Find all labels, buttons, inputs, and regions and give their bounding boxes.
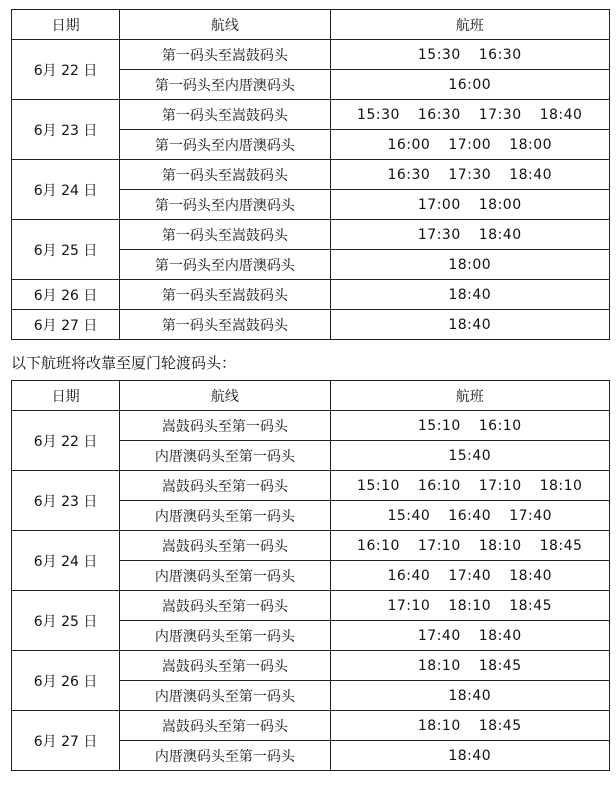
route-cell: 内厝澳码头至第一码头 (120, 561, 330, 591)
flights-cell (330, 160, 609, 190)
table-row (12, 471, 610, 501)
route-cell: 第一码头至嵩鼓码头 (120, 220, 330, 250)
departure-time: 17:10 (478, 477, 522, 494)
departure-time: 18:40 (448, 316, 492, 333)
route-cell: 嵩鼓码头至第一码头 (120, 471, 330, 501)
departure-time: 18:10 (478, 537, 522, 554)
route-cell: 第一码头至内厝澳码头 (120, 130, 330, 160)
flights-cell (330, 310, 609, 340)
table-row (12, 280, 610, 310)
date-cell: 6月 27 日 (12, 711, 120, 771)
table-row (12, 411, 610, 441)
departure-time: 18:45 (478, 657, 522, 674)
table-body (12, 411, 610, 771)
table-header-row (12, 10, 610, 40)
flights-cell (330, 591, 609, 621)
departure-time: 17:10 (417, 537, 461, 554)
route-cell: 嵩鼓码头至第一码头 (120, 411, 330, 441)
departure-time: 18:40 (448, 687, 492, 704)
flights-cell (330, 280, 609, 310)
table-body (12, 40, 610, 340)
header-date: 日期 (12, 10, 120, 40)
departure-time: 16:10 (417, 477, 461, 494)
header-route: 航线 (120, 10, 330, 40)
departure-time: 15:30 (357, 106, 400, 123)
route-cell: 内厝澳码头至第一码头 (120, 441, 330, 471)
route-cell: 第一码头至内厝澳码头 (120, 70, 330, 100)
flights-cell (330, 621, 609, 651)
departure-time: 16:00 (387, 136, 431, 153)
departure-time: 18:10 (448, 597, 492, 614)
ferry-schedule-table-1 (11, 9, 610, 340)
route-cell: 第一码头至嵩鼓码头 (120, 100, 330, 130)
flights-cell (330, 651, 609, 681)
flights-cell (330, 250, 609, 280)
date-cell: 6月 24 日 (12, 531, 120, 591)
ferry-schedule-table-2 (11, 380, 610, 771)
date-cell: 6月 25 日 (12, 591, 120, 651)
departure-time: 18:40 (448, 286, 492, 303)
date-cell: 6月 23 日 (12, 100, 120, 160)
table-row (12, 711, 610, 741)
departure-time: 17:40 (417, 627, 461, 644)
header-flights: 航班 (330, 381, 609, 411)
route-cell: 第一码头至嵩鼓码头 (120, 280, 330, 310)
flights-cell (330, 531, 609, 561)
departure-time: 18:40 (509, 166, 553, 183)
departure-time: 16:10 (357, 537, 400, 554)
route-cell: 内厝澳码头至第一码头 (120, 681, 330, 711)
date-cell: 6月 25 日 (12, 220, 120, 280)
flights-cell (330, 561, 609, 591)
departure-time: 16:40 (387, 567, 431, 584)
route-cell: 内厝澳码头至第一码头 (120, 741, 330, 771)
date-cell: 6月 23 日 (12, 471, 120, 531)
date-cell: 6月 26 日 (12, 651, 120, 711)
flights-cell (330, 711, 609, 741)
route-cell: 第一码头至嵩鼓码头 (120, 310, 330, 340)
route-cell: 嵩鼓码头至第一码头 (120, 711, 330, 741)
route-cell: 嵩鼓码头至第一码头 (120, 651, 330, 681)
departure-time: 18:00 (448, 256, 492, 273)
table-row (12, 40, 610, 70)
departure-time: 16:10 (478, 417, 522, 434)
departure-time: 18:00 (509, 136, 553, 153)
departure-time: 17:30 (417, 226, 461, 243)
departure-time: 18:45 (539, 537, 583, 554)
departure-time: 18:40 (509, 567, 553, 584)
departure-time: 18:45 (478, 717, 522, 734)
route-cell: 第一码头至内厝澳码头 (120, 190, 330, 220)
departure-time: 16:30 (417, 106, 461, 123)
departure-time: 15:30 (417, 46, 461, 63)
departure-time: 16:30 (478, 46, 522, 63)
route-cell: 第一码头至嵩鼓码头 (120, 160, 330, 190)
flights-cell (330, 190, 609, 220)
header-date: 日期 (12, 381, 120, 411)
departure-time: 17:30 (478, 106, 522, 123)
route-cell: 第一码头至嵩鼓码头 (120, 40, 330, 70)
table-row (12, 100, 610, 130)
departure-time: 17:00 (448, 136, 492, 153)
flights-cell (330, 681, 609, 711)
table-row (12, 531, 610, 561)
departure-time: 18:45 (509, 597, 553, 614)
departure-time: 18:40 (478, 226, 522, 243)
route-cell: 嵩鼓码头至第一码头 (120, 531, 330, 561)
route-cell: 第一码头至内厝澳码头 (120, 250, 330, 280)
table-row (12, 160, 610, 190)
date-cell: 6月 24 日 (12, 160, 120, 220)
departure-time: 18:00 (478, 196, 522, 213)
table-row (12, 651, 610, 681)
departure-time: 17:40 (448, 567, 492, 584)
departure-time: 15:40 (387, 507, 431, 524)
header-flights: 航班 (330, 10, 609, 40)
route-cell: 内厝澳码头至第一码头 (120, 501, 330, 531)
table-row (12, 591, 610, 621)
departure-time: 18:40 (448, 747, 492, 764)
departure-time: 18:10 (417, 717, 461, 734)
route-cell: 内厝澳码头至第一码头 (120, 621, 330, 651)
reroute-notice: 以下航班将改靠至厦门轮渡码头： (11, 354, 237, 372)
departure-time: 17:00 (417, 196, 461, 213)
departure-time: 18:40 (539, 106, 583, 123)
flights-cell (330, 471, 609, 501)
date-cell: 6月 26 日 (12, 280, 120, 310)
departure-time: 15:40 (448, 447, 492, 464)
table-header-row (12, 381, 610, 411)
departure-time: 18:10 (539, 477, 583, 494)
flights-cell (330, 70, 609, 100)
date-cell: 6月 27 日 (12, 310, 120, 340)
departure-time: 16:40 (448, 507, 492, 524)
flights-cell (330, 501, 609, 531)
route-cell: 嵩鼓码头至第一码头 (120, 591, 330, 621)
departure-time: 17:40 (509, 507, 553, 524)
flights-cell (330, 130, 609, 160)
flights-cell (330, 411, 609, 441)
departure-time: 18:40 (478, 627, 522, 644)
departure-time: 15:10 (417, 417, 461, 434)
departure-time: 17:10 (387, 597, 431, 614)
header-route: 航线 (120, 381, 330, 411)
departure-time: 16:00 (448, 76, 492, 93)
table-row (12, 220, 610, 250)
table-row (12, 310, 610, 340)
flights-cell (330, 220, 609, 250)
flights-cell (330, 40, 609, 70)
departure-time: 16:30 (387, 166, 431, 183)
date-cell: 6月 22 日 (12, 411, 120, 471)
flights-cell (330, 441, 609, 471)
departure-time: 18:10 (417, 657, 461, 674)
departure-time: 15:10 (357, 477, 400, 494)
flights-cell (330, 100, 609, 130)
departure-time: 17:30 (448, 166, 492, 183)
date-cell: 6月 22 日 (12, 40, 120, 100)
flights-cell (330, 741, 609, 771)
